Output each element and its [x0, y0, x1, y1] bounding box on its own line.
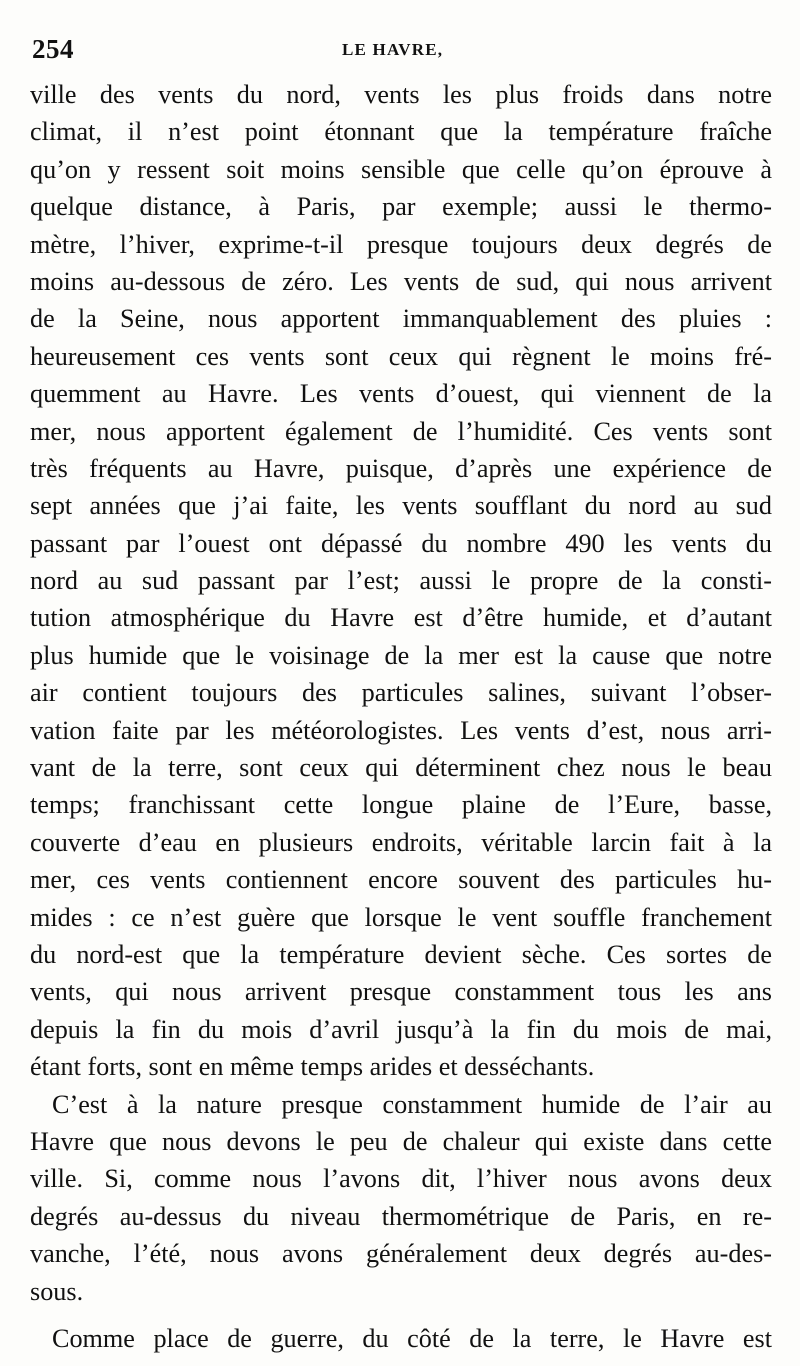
- text-line: de la Seine, nous apportent immanquablement des pluies :: [30, 304, 772, 334]
- text-line: Havre que nous devons le peu de chaleur qui existe dans cette: [30, 1126, 772, 1156]
- text-line: quemment au Havre. Les vents d’ouest, qui viennent de la: [30, 379, 772, 409]
- text-line: vents, qui nous arrivent presque constamment tous les ans: [30, 977, 772, 1007]
- text-line: du nord-est que la température devient sèche. Ces sortes de: [30, 939, 772, 969]
- text-line: sept années que j’ai faite, les vents soufflant du nord au sud: [30, 491, 772, 521]
- text-line: mer, nous apportent également de l’humidité. Ces vents sont: [30, 416, 772, 446]
- text-line: étant forts, sont en même temps arides et desséchants.: [30, 1052, 595, 1082]
- text-line: depuis la fin du mois d’avril jusqu’à la fin du mois de mai,: [30, 1014, 772, 1044]
- text-line: vant de la terre, sont ceux qui déterminent chez nous le beau: [30, 753, 772, 783]
- text-line: heureusement ces vents sont ceux qui règnent le moins fré-: [30, 341, 772, 371]
- text-line: ville des vents du nord, vents les plus froids dans notre: [30, 80, 772, 109]
- text-line: C’est à la nature presque constamment humide de l’air au: [52, 1089, 772, 1119]
- text-line: mides : ce n’est guère que lorsque le vent souffle franchement: [30, 902, 772, 932]
- text-line: ville. Si, comme nous l’avons dit, l’hiver nous avons deux: [30, 1164, 772, 1194]
- text-line: vation faite par les météorologistes. Les vents d’est, nous arri-: [30, 715, 772, 745]
- body-text: [30, 76, 772, 1357]
- text-line: mètre, l’hiver, exprime-t-il presque toujours deux degrés de: [30, 229, 772, 259]
- text-line: sous.: [30, 1276, 84, 1306]
- page-header: [32, 30, 772, 70]
- text-line: air contient toujours des particules salines, suivant l’obser-: [30, 678, 772, 708]
- text-line: quelque distance, à Paris, par exemple; aussi le thermo-: [30, 192, 772, 222]
- text-line: degrés au-dessus du niveau thermométrique de Paris, en re-: [30, 1201, 772, 1231]
- text-line: moins au-dessous de zéro. Les vents de sud, qui nous arrivent: [30, 266, 772, 296]
- text-line: qu’on y ressent soit moins sensible que celle qu’on éprouve à: [30, 154, 772, 184]
- text-line: climat, il n’est point étonnant que la température fraîche: [30, 117, 772, 147]
- text-line: très fréquents au Havre, puisque, d’après une expérience de: [30, 453, 772, 483]
- running-head: LE HAVRE,: [342, 40, 444, 59]
- text-line: Comme place de guerre, du côté de la terre, le Havre est: [52, 1323, 772, 1353]
- text-line: mer, ces vents contiennent encore souvent des particules hu-: [30, 865, 772, 895]
- text-line: temps; franchissant cette longue plaine de l’Eure, basse,: [30, 790, 772, 820]
- text-line: vanche, l’été, nous avons généralement deux degrés au-des-: [30, 1239, 772, 1269]
- text-line: couverte d’eau en plusieurs endroits, véritable larcin fait à la: [30, 827, 772, 857]
- page-number: 254: [32, 34, 74, 64]
- text-line: nord au sud passant par l’est; aussi le propre de la consti-: [30, 566, 772, 596]
- text-line: tution atmosphérique du Havre est d’être humide, et d’autant: [30, 603, 772, 633]
- text-line: plus humide que le voisinage de la mer est la cause que notre: [30, 640, 772, 670]
- text-line: passant par l’ouest ont dépassé du nombre 490 les vents du: [30, 528, 772, 558]
